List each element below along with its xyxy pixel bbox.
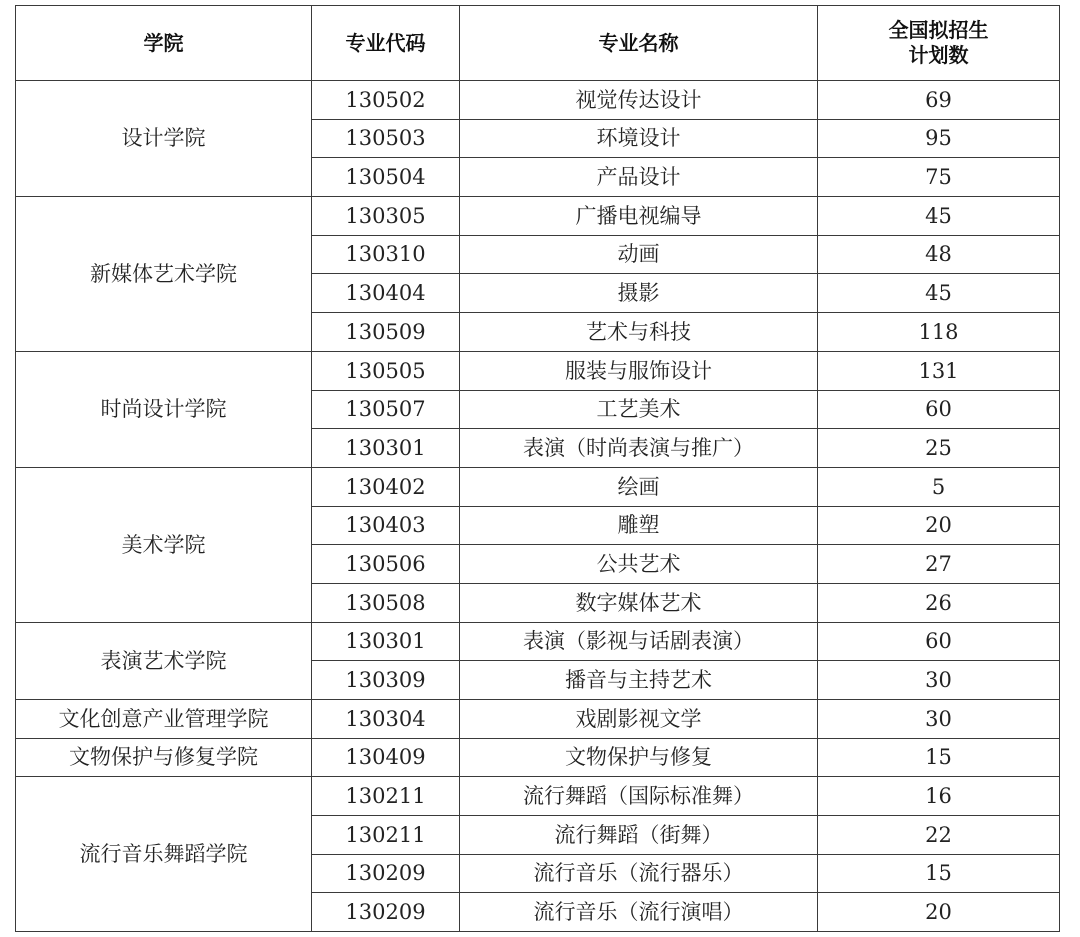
college-cell: 文化创意产业管理学院: [16, 700, 312, 739]
plan-count-cell: 118: [818, 313, 1060, 352]
major-code-cell: 130502: [312, 81, 460, 120]
major-code-cell: 130301: [312, 429, 460, 468]
plan-count-cell: 15: [818, 854, 1060, 893]
plan-count-cell: 30: [818, 700, 1060, 739]
header-plan-line1: 全国拟招生: [888, 18, 989, 42]
major-code-cell: 130404: [312, 274, 460, 313]
major-code-cell: 130309: [312, 661, 460, 700]
college-cell: 文物保护与修复学院: [16, 738, 312, 777]
major-name-cell: 产品设计: [460, 158, 818, 197]
major-code-cell: 130409: [312, 738, 460, 777]
major-name-cell: 工艺美术: [460, 390, 818, 429]
major-code-cell: 130508: [312, 583, 460, 622]
table-row: [16, 738, 1060, 777]
plan-count-cell: 30: [818, 661, 1060, 700]
table-row: [16, 777, 1060, 816]
plan-count-cell: 131: [818, 351, 1060, 390]
plan-count-cell: 95: [818, 119, 1060, 158]
major-code-cell: 130301: [312, 622, 460, 661]
plan-count-cell: 15: [818, 738, 1060, 777]
major-code-cell: 130509: [312, 313, 460, 352]
major-name-cell: 雕塑: [460, 506, 818, 545]
major-name-cell: 表演（影视与话剧表演）: [460, 622, 818, 661]
major-code-cell: 130503: [312, 119, 460, 158]
enrollment-plan-table: [15, 5, 1060, 932]
plan-count-cell: 75: [818, 158, 1060, 197]
major-name-cell: 广播电视编导: [460, 197, 818, 236]
major-code-cell: 130211: [312, 816, 460, 855]
major-name-cell: 流行音乐（流行器乐）: [460, 854, 818, 893]
major-name-cell: 播音与主持艺术: [460, 661, 818, 700]
major-name-cell: 视觉传达设计: [460, 81, 818, 120]
table-row: [16, 81, 1060, 120]
major-code-cell: 130310: [312, 235, 460, 274]
major-name-cell: 动画: [460, 235, 818, 274]
plan-count-cell: 45: [818, 197, 1060, 236]
plan-count-cell: 20: [818, 893, 1060, 932]
header-name: 专业名称: [460, 6, 818, 81]
major-code-cell: 130402: [312, 467, 460, 506]
plan-count-cell: 25: [818, 429, 1060, 468]
major-name-cell: 数字媒体艺术: [460, 583, 818, 622]
college-cell: 设计学院: [16, 81, 312, 197]
header-plan-line2: 计划数: [908, 43, 969, 67]
table-row: [16, 700, 1060, 739]
major-name-cell: 文物保护与修复: [460, 738, 818, 777]
plan-count-cell: 60: [818, 622, 1060, 661]
plan-count-cell: 22: [818, 816, 1060, 855]
plan-count-cell: 26: [818, 583, 1060, 622]
plan-count-cell: 45: [818, 274, 1060, 313]
college-cell: 新媒体艺术学院: [16, 197, 312, 352]
major-name-cell: 戏剧影视文学: [460, 700, 818, 739]
major-code-cell: 130507: [312, 390, 460, 429]
table-row: [16, 351, 1060, 390]
table-body: [16, 81, 1060, 932]
header-plan: [818, 6, 1060, 81]
plan-count-cell: 60: [818, 390, 1060, 429]
college-cell: 流行音乐舞蹈学院: [16, 777, 312, 932]
plan-count-cell: 5: [818, 467, 1060, 506]
major-code-cell: 130209: [312, 893, 460, 932]
plan-count-cell: 16: [818, 777, 1060, 816]
college-cell: 美术学院: [16, 467, 312, 622]
major-name-cell: 服装与服饰设计: [460, 351, 818, 390]
major-name-cell: 公共艺术: [460, 545, 818, 584]
major-name-cell: 表演（时尚表演与推广）: [460, 429, 818, 468]
major-code-cell: 130505: [312, 351, 460, 390]
college-cell: 时尚设计学院: [16, 351, 312, 467]
major-code-cell: 130211: [312, 777, 460, 816]
college-cell: 表演艺术学院: [16, 622, 312, 699]
plan-count-cell: 20: [818, 506, 1060, 545]
major-code-cell: 130209: [312, 854, 460, 893]
major-name-cell: 流行舞蹈（街舞）: [460, 816, 818, 855]
major-name-cell: 环境设计: [460, 119, 818, 158]
plan-count-cell: 48: [818, 235, 1060, 274]
plan-count-cell: 69: [818, 81, 1060, 120]
header-code: 专业代码: [312, 6, 460, 81]
table-row: [16, 467, 1060, 506]
major-code-cell: 130305: [312, 197, 460, 236]
header-row: [16, 6, 1060, 81]
major-name-cell: 流行音乐（流行演唱）: [460, 893, 818, 932]
table-row: [16, 197, 1060, 236]
major-name-cell: 流行舞蹈（国际标准舞）: [460, 777, 818, 816]
major-name-cell: 摄影: [460, 274, 818, 313]
major-name-cell: 绘画: [460, 467, 818, 506]
major-code-cell: 130304: [312, 700, 460, 739]
major-code-cell: 130504: [312, 158, 460, 197]
major-code-cell: 130403: [312, 506, 460, 545]
header-college: 学院: [16, 6, 312, 81]
plan-count-cell: 27: [818, 545, 1060, 584]
major-name-cell: 艺术与科技: [460, 313, 818, 352]
major-code-cell: 130506: [312, 545, 460, 584]
table-row: [16, 622, 1060, 661]
